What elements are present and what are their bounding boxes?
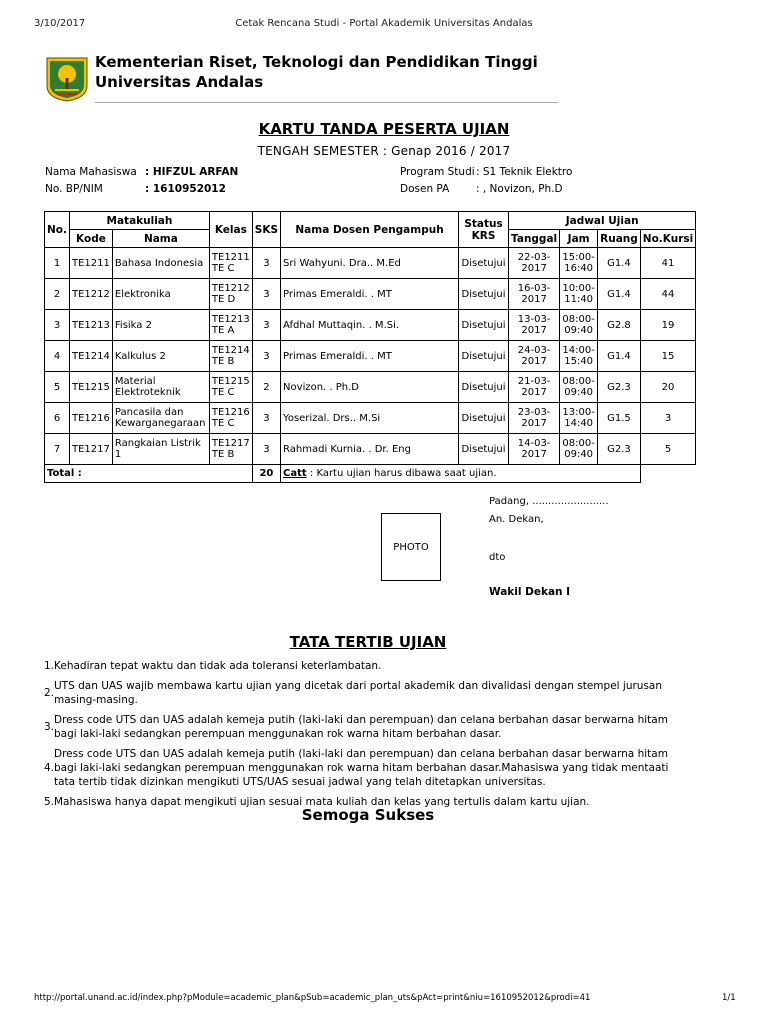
note-cell (281, 465, 641, 483)
list-item (44, 713, 684, 741)
cell-tanggal: 24-03-2017 (509, 341, 560, 372)
cell-dosen: Yoserizal. Drs.. M.Si (281, 403, 459, 434)
table-row (45, 310, 696, 341)
list-item (44, 747, 684, 789)
table-row (45, 434, 696, 465)
program-value: : S1 Teknik Elektro (476, 166, 573, 178)
print-url: http://portal.unand.ac.id/index.php?pModule=academic_plan&pSub=academic_plan_uts&pAct=print&niu=1610952012&prodi=41 (34, 993, 591, 1003)
col-nama: Nama (112, 230, 209, 248)
cell-sks: 3 (252, 403, 280, 434)
cell-no: 6 (45, 403, 70, 434)
name-label: Nama Mahasiswa (45, 166, 137, 178)
place-date: Padang, ........................ (489, 496, 609, 507)
cell-sks: 3 (252, 310, 280, 341)
cell-ruang: G2.8 (598, 310, 641, 341)
rule-text: Dress code UTS dan UAS adalah kemeja putih (laki-laki dan perempuan) dan celana berbahan dasar berwarna hitam bagi laki-laki sedangkan perempuan menggunakan rok warna hitam berbahan dasar.Mahasiswa yang tidak mentaati tata tertib tidak dizinkan mengikuti UTS/UAS sesuai jadwal yang telah ditetapkan universitas. (54, 748, 669, 788)
print-date: 3/10/2017 (34, 18, 86, 29)
cell-jam: 08:00-09:40 (560, 310, 598, 341)
university-name: Universitas Andalas (95, 73, 264, 91)
rule-text: Mahasiswa hanya dapat mengikuti ujian sesuai mata kuliah dan kelas yang tertulis dalam kartu ujian. (54, 796, 590, 808)
cell-kursi: 3 (640, 403, 695, 434)
cell-nama: Pancasila dan Kewarganegaraan (112, 403, 209, 434)
cell-no: 2 (45, 279, 70, 310)
cell-sks: 3 (252, 248, 280, 279)
col-dosen: Nama Dosen Pengampuh (281, 212, 459, 248)
cell-status: Disetujui (459, 248, 509, 279)
cell-status: Disetujui (459, 403, 509, 434)
cell-sks: 3 (252, 341, 280, 372)
advisor-label: Dosen PA (400, 183, 450, 195)
cell-dosen: Primas Emeraldi. . MT (281, 341, 459, 372)
col-matakuliah: Matakuliah (70, 212, 210, 230)
cell-kelas: TE1215 TE C (209, 372, 252, 403)
col-kelas: Kelas (209, 212, 252, 248)
col-no: No. (45, 212, 70, 248)
col-status: Status KRS (459, 212, 509, 248)
table-row (45, 279, 696, 310)
signature-dto: dto (489, 552, 506, 563)
cell-nama: Material Elektroteknik (112, 372, 209, 403)
cell-status: Disetujui (459, 434, 509, 465)
page-number: 1/1 (722, 993, 736, 1003)
cell-kode: TE1215 (70, 372, 113, 403)
cell-no: 7 (45, 434, 70, 465)
cell-sks: 3 (252, 279, 280, 310)
total-row (45, 465, 696, 483)
cell-ruang: G1.5 (598, 403, 641, 434)
name-value: : HIFZUL ARFAN (145, 166, 239, 178)
header-title (95, 52, 538, 92)
cell-tanggal: 21-03-2017 (509, 372, 560, 403)
cell-sks: 3 (252, 434, 280, 465)
cell-tanggal: 23-03-2017 (509, 403, 560, 434)
cell-tanggal: 22-03-2017 (509, 248, 560, 279)
col-kode: Kode (70, 230, 113, 248)
cell-kelas: TE1217 TE B (209, 434, 252, 465)
cell-dosen: Sri Wahyuni. Dra.. M.Ed (281, 248, 459, 279)
rule-number: 2. (44, 687, 55, 699)
col-tanggal: Tanggal (509, 230, 560, 248)
exam-schedule-table (44, 211, 696, 483)
cell-tanggal: 16-03-2017 (509, 279, 560, 310)
cell-kelas: TE1214 TE B (209, 341, 252, 372)
closing-message: Semoga Sukses (301, 806, 435, 824)
rule-text: Dress code UTS dan UAS adalah kemeja putih (laki-laki dan perempuan) dan celana berbahan dasar berwarna hitam bagi laki-laki sedangkan perempuan menggunakan rok warna hitam berbahan dasar. (54, 714, 668, 740)
cell-nama: Kalkulus 2 (112, 341, 209, 372)
university-logo-icon (45, 56, 89, 102)
cell-dosen: Rahmadi Kurnia. . Dr. Eng (281, 434, 459, 465)
print-title: Cetak Rencana Studi - Portal Akademik Universitas Andalas (235, 18, 533, 29)
col-kursi: No.Kursi (640, 230, 695, 248)
cell-sks: 2 (252, 372, 280, 403)
total-label: Total : (45, 465, 253, 483)
advisor-value: : , Novizon, Ph.D (476, 183, 563, 195)
signature-role: An. Dekan, (489, 514, 544, 525)
cell-kursi: 5 (640, 434, 695, 465)
table-row (45, 341, 696, 372)
rules-title: TATA TERTIB UJIAN (289, 633, 447, 651)
cell-kode: TE1217 (70, 434, 113, 465)
photo-label: PHOTO (393, 541, 429, 553)
total-sks: 20 (252, 465, 280, 483)
program-label: Program Studi (400, 166, 475, 178)
col-jadwal: Jadwal Ujian (509, 212, 696, 230)
cell-kursi: 19 (640, 310, 695, 341)
cell-ruang: G2.3 (598, 372, 641, 403)
rule-text: Kehadiran tepat waktu dan tidak ada toleransi keterlambatan. (54, 660, 382, 672)
cell-kursi: 41 (640, 248, 695, 279)
cell-ruang: G1.4 (598, 248, 641, 279)
cell-jam: 14:00-15:40 (560, 341, 598, 372)
cell-kode: TE1211 (70, 248, 113, 279)
rules-list (44, 659, 684, 815)
rule-text: UTS dan UAS wajib membawa kartu ujian yang dicetak dari portal akademik dan divalidasi dengan stempel jurusan masing-masing. (54, 680, 663, 706)
cell-nama: Elektronika (112, 279, 209, 310)
rule-number: 3. (44, 721, 55, 733)
col-sks: SKS (252, 212, 280, 248)
table-row (45, 403, 696, 434)
cell-ruang: G2.3 (598, 434, 641, 465)
cell-kelas: TE1211 TE C (209, 248, 252, 279)
nim-value: : 1610952012 (145, 183, 226, 195)
rule-number: 5. (44, 796, 55, 808)
cell-kelas: TE1212 TE D (209, 279, 252, 310)
col-ruang: Ruang (598, 230, 641, 248)
cell-status: Disetujui (459, 341, 509, 372)
cell-jam: 15:00-16:40 (560, 248, 598, 279)
cell-no: 3 (45, 310, 70, 341)
cell-kursi: 15 (640, 341, 695, 372)
cell-kode: TE1216 (70, 403, 113, 434)
cell-kelas: TE1216 TE C (209, 403, 252, 434)
list-item (44, 679, 684, 707)
cell-dosen: Novizon. . Ph.D (281, 372, 459, 403)
cell-jam: 08:00-09:40 (560, 372, 598, 403)
card-title: KARTU TANDA PESERTA UJIAN (258, 120, 510, 138)
cell-status: Disetujui (459, 279, 509, 310)
note-label: Catt (283, 468, 307, 479)
nim-label: No. BP/NIM (45, 183, 103, 195)
cell-dosen: Primas Emeraldi. . MT (281, 279, 459, 310)
ministry-name: Kementerian Riset, Teknologi dan Pendidikan Tinggi (95, 53, 538, 71)
rule-number: 1. (44, 660, 55, 672)
cell-kursi: 20 (640, 372, 695, 403)
cell-jam: 08:00-09:40 (560, 434, 598, 465)
signer-title: Wakil Dekan I (489, 586, 571, 598)
col-jam: Jam (560, 230, 598, 248)
cell-kode: TE1213 (70, 310, 113, 341)
cell-tanggal: 13-03-2017 (509, 310, 560, 341)
cell-kode: TE1212 (70, 279, 113, 310)
cell-jam: 10:00-11:40 (560, 279, 598, 310)
card-subtitle: TENGAH SEMESTER : Genap 2016 / 2017 (257, 144, 511, 158)
cell-nama: Bahasa Indonesia (112, 248, 209, 279)
table-row (45, 372, 696, 403)
rule-number: 4. (44, 762, 55, 774)
cell-kursi: 44 (640, 279, 695, 310)
cell-ruang: G1.4 (598, 341, 641, 372)
cell-nama: Fisika 2 (112, 310, 209, 341)
note-text: : Kartu ujian harus dibawa saat ujian. (309, 468, 497, 479)
cell-kode: TE1214 (70, 341, 113, 372)
cell-nama: Rangkaian Listrik 1 (112, 434, 209, 465)
cell-status: Disetujui (459, 372, 509, 403)
header-divider (95, 102, 558, 103)
list-item (44, 659, 684, 673)
cell-dosen: Afdhal Muttaqin. . M.Si. (281, 310, 459, 341)
cell-ruang: G1.4 (598, 279, 641, 310)
cell-no: 1 (45, 248, 70, 279)
cell-status: Disetujui (459, 310, 509, 341)
cell-kelas: TE1213 TE A (209, 310, 252, 341)
cell-no: 4 (45, 341, 70, 372)
cell-jam: 13:00-14:40 (560, 403, 598, 434)
cell-tanggal: 14-03-2017 (509, 434, 560, 465)
photo-box (381, 513, 441, 581)
empty-cell (640, 465, 695, 483)
cell-no: 5 (45, 372, 70, 403)
table-row (45, 248, 696, 279)
